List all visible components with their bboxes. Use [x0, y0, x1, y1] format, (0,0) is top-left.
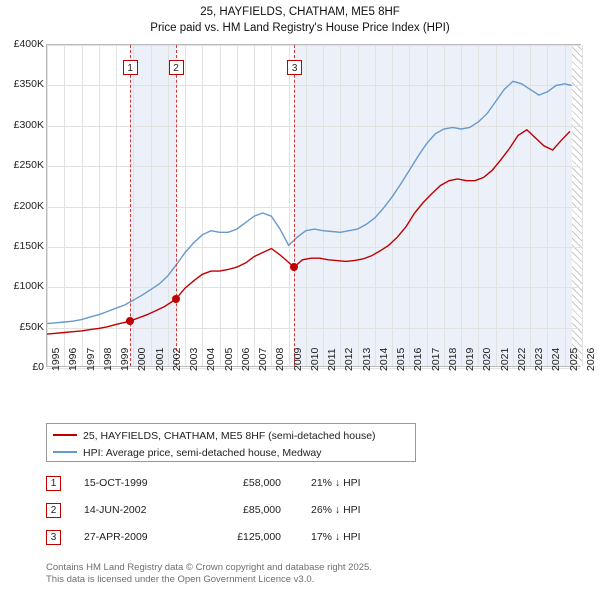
sale-date: 14-JUN-2002 — [84, 504, 147, 516]
x-axis-tick-label: 2002 — [170, 347, 183, 371]
sale-price: £58,000 — [243, 477, 281, 489]
y-axis-tick-label: £0 — [32, 361, 44, 373]
y-axis-tick-label: £350K — [13, 78, 44, 91]
event-line-3 — [294, 45, 295, 366]
event-marker-3[interactable] — [290, 263, 298, 271]
footer-line-1: Contains HM Land Registry data © Crown copyright and database right 2025. — [46, 562, 372, 573]
event-line-2 — [176, 45, 177, 366]
x-axis-tick-label: 2012 — [343, 347, 356, 371]
sale-price: £125,000 — [237, 531, 281, 543]
x-axis-tick-label: 1998 — [101, 347, 114, 371]
x-axis-tick-label: 2006 — [239, 347, 252, 371]
legend-label: HPI: Average price, semi-detached house, Medway — [83, 447, 322, 459]
x-axis-tick-label: 2022 — [515, 347, 528, 371]
series-path — [47, 130, 570, 334]
x-axis-tick-label: 2017 — [429, 347, 442, 371]
x-axis-tick-label: 1995 — [50, 347, 62, 371]
x-axis-tick-label: 2025 — [567, 347, 580, 371]
y-axis-tick-label: £50K — [19, 320, 44, 333]
legend-label: 25, HAYFIELDS, CHATHAM, ME5 8HF (semi-detached house) — [83, 430, 376, 442]
x-axis-tick-label: 2018 — [446, 347, 459, 371]
sale-hpi-delta: 17% ↓ HPI — [311, 531, 361, 543]
x-axis-tick-label: 1997 — [84, 347, 97, 371]
x-axis-tick-label: 2016 — [412, 347, 425, 371]
chart-title-block — [0, 4, 600, 36]
x-axis-tick-label: 2007 — [257, 347, 270, 371]
x-axis-tick-label: 2014 — [377, 347, 390, 371]
x-axis-tick-label: 2020 — [481, 347, 494, 371]
sale-index-badge: 3 — [46, 530, 61, 545]
x-axis-tick-label: 1999 — [119, 347, 132, 371]
event-marker-2[interactable] — [172, 295, 180, 303]
x-axis-tick-label: 2010 — [308, 347, 321, 371]
table-row — [46, 530, 446, 548]
x-axis-tick-label: 2023 — [533, 347, 546, 371]
y-axis-tick-label: £200K — [13, 199, 44, 212]
sale-price: £85,000 — [243, 504, 281, 516]
x-axis-tick-label: 2011 — [326, 348, 339, 371]
table-row — [46, 476, 446, 494]
x-axis-tick-label: 2013 — [360, 347, 373, 371]
x-axis-tick-label: 2024 — [550, 347, 563, 371]
event-label-2[interactable]: 2 — [169, 60, 184, 75]
legend-entry — [53, 447, 322, 463]
event-label-3[interactable]: 3 — [287, 60, 302, 75]
sale-hpi-delta: 26% ↓ HPI — [311, 504, 361, 516]
page-title: 25, HAYFIELDS, CHATHAM, ME5 8HF — [200, 6, 400, 18]
gridline-vertical — [582, 45, 583, 366]
x-axis-tick-label: 2008 — [274, 347, 287, 371]
series-path — [47, 81, 572, 323]
sale-date: 27-APR-2009 — [84, 531, 148, 543]
y-axis-tick-label: £300K — [13, 118, 44, 131]
legend-swatch — [53, 451, 77, 453]
sale-index-badge: 1 — [46, 476, 61, 491]
x-axis-tick-label: 2021 — [498, 347, 511, 371]
plot-area — [46, 44, 581, 367]
sale-index-badge: 2 — [46, 503, 61, 518]
y-axis-tick-label: £400K — [13, 38, 44, 50]
sale-date: 15-OCT-1999 — [84, 477, 148, 489]
x-axis-tick-label: 2001 — [153, 347, 166, 371]
sale-hpi-delta: 21% ↓ HPI — [311, 477, 361, 489]
legend-swatch — [53, 434, 77, 436]
x-axis-tick-label: 2019 — [464, 347, 477, 371]
x-axis-tick-label: 2026 — [585, 347, 597, 371]
y-axis-tick-label: £100K — [13, 280, 44, 293]
event-label-1[interactable]: 1 — [123, 60, 138, 75]
x-axis-tick-label: 2003 — [188, 347, 201, 371]
page-subtitle: Price paid vs. HM Land Registry's House Price Index (HPI) — [150, 22, 450, 34]
event-marker-1[interactable] — [126, 317, 134, 325]
x-axis-tick-label: 2004 — [205, 347, 218, 371]
table-row — [46, 503, 446, 521]
y-axis-tick-label: £150K — [13, 239, 44, 252]
y-axis-tick-label: £250K — [13, 159, 44, 172]
footer-line-2: This data is licensed under the Open Government Licence v3.0. — [46, 574, 315, 585]
x-axis-tick-label: 1996 — [67, 347, 80, 371]
x-axis-tick-label: 2015 — [395, 347, 408, 371]
legend-entry — [53, 430, 376, 446]
x-axis-tick-label: 2005 — [222, 347, 235, 371]
x-axis-tick-label: 2000 — [136, 347, 149, 371]
x-axis-tick-label: 2009 — [291, 347, 304, 371]
legend — [46, 423, 416, 462]
